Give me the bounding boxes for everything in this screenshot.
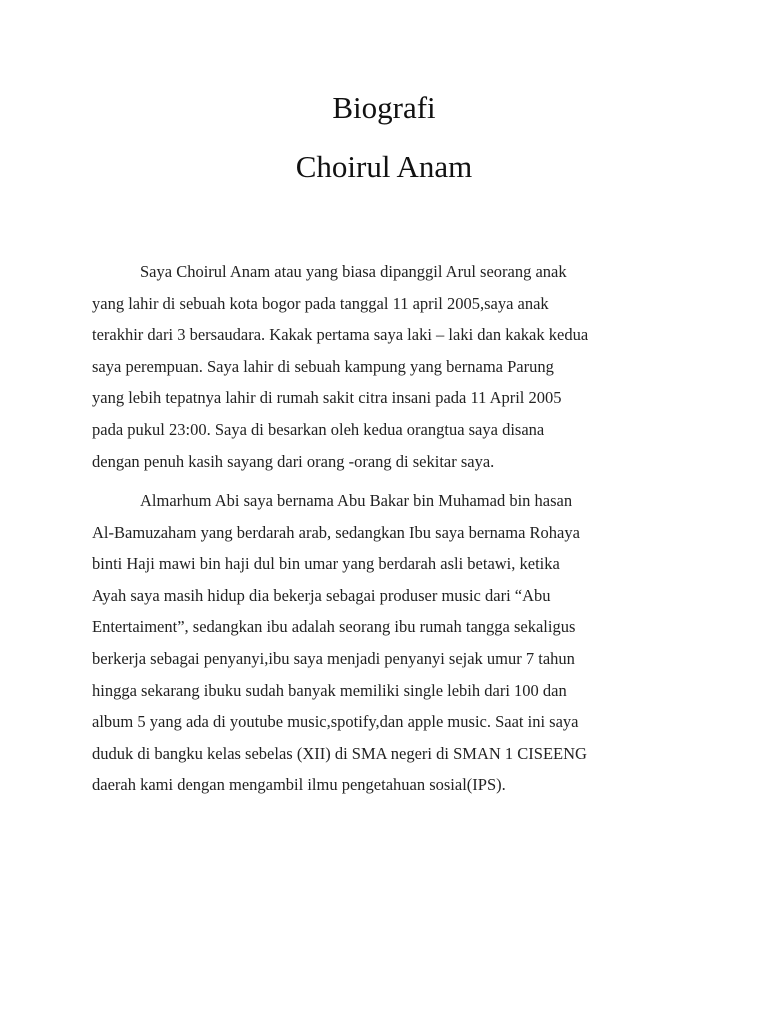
paragraph-1 <box>92 256 657 477</box>
paragraph-line: daerah kami dengan mengambil ilmu pengetahuan sosial(IPS). <box>92 775 506 795</box>
paragraph-line: duduk di bangku kelas sebelas (XII) di SMA negeri di SMAN 1 CISEENG <box>92 743 587 763</box>
paragraph-line: Saya Choirul Anam atau yang biasa dipanggil Arul seorang anak <box>140 262 567 281</box>
paragraph-line: pada pukul 23:00. Saya di besarkan oleh kedua orangtua saya disana <box>92 419 545 439</box>
paragraph-line: Almarhum Abi saya bernama Abu Bakar bin Muhamad bin hasan <box>140 491 573 510</box>
paragraph-line: Al-Bamuzaham yang berdarah arab, sedangkan Ibu saya bernama Rohaya <box>92 522 580 542</box>
paragraph-line: berkerja sebagai penyanyi,ibu saya menjadi penyanyi sejak umur 7 tahun <box>92 648 575 668</box>
document-subtitle: Choirul Anam <box>295 149 473 184</box>
paragraph-line: terakhir dari 3 bersaudara. Kakak pertama saya laki – laki dan kakak kedua <box>92 325 589 345</box>
paragraph-line: saya perempuan. Saya lahir di sebuah kampung yang bernama Parung <box>92 356 554 376</box>
paragraph-line: dengan penuh kasih sayang dari orang -orang di sekitar saya. <box>92 451 495 471</box>
paragraph-line: yang lahir di sebuah kota bogor pada tanggal 11 april 2005,saya anak <box>92 293 549 313</box>
paragraph-line: Entertaiment”, sedangkan ibu adalah seorang ibu rumah tangga sekaligus <box>92 617 576 637</box>
paragraph-line: Ayah saya masih hidup dia bekerja sebagai produser music dari “Abu <box>92 585 551 605</box>
paragraph-line: yang lebih tepatnya lahir di rumah sakit citra insani pada 11 April 2005 <box>92 388 562 408</box>
paragraph-line: hingga sekarang ibuku sudah banyak memiliki single lebih dari 100 dan <box>92 680 567 700</box>
document-title: Biografi <box>332 90 436 125</box>
paragraph-line: album 5 yang ada di youtube music,spotify,dan apple music. Saat ini saya <box>92 712 579 732</box>
paragraph-2 <box>92 485 657 801</box>
paragraph-line: binti Haji mawi bin haji dul bin umar yang berdarah asli betawi, ketika <box>92 554 560 574</box>
